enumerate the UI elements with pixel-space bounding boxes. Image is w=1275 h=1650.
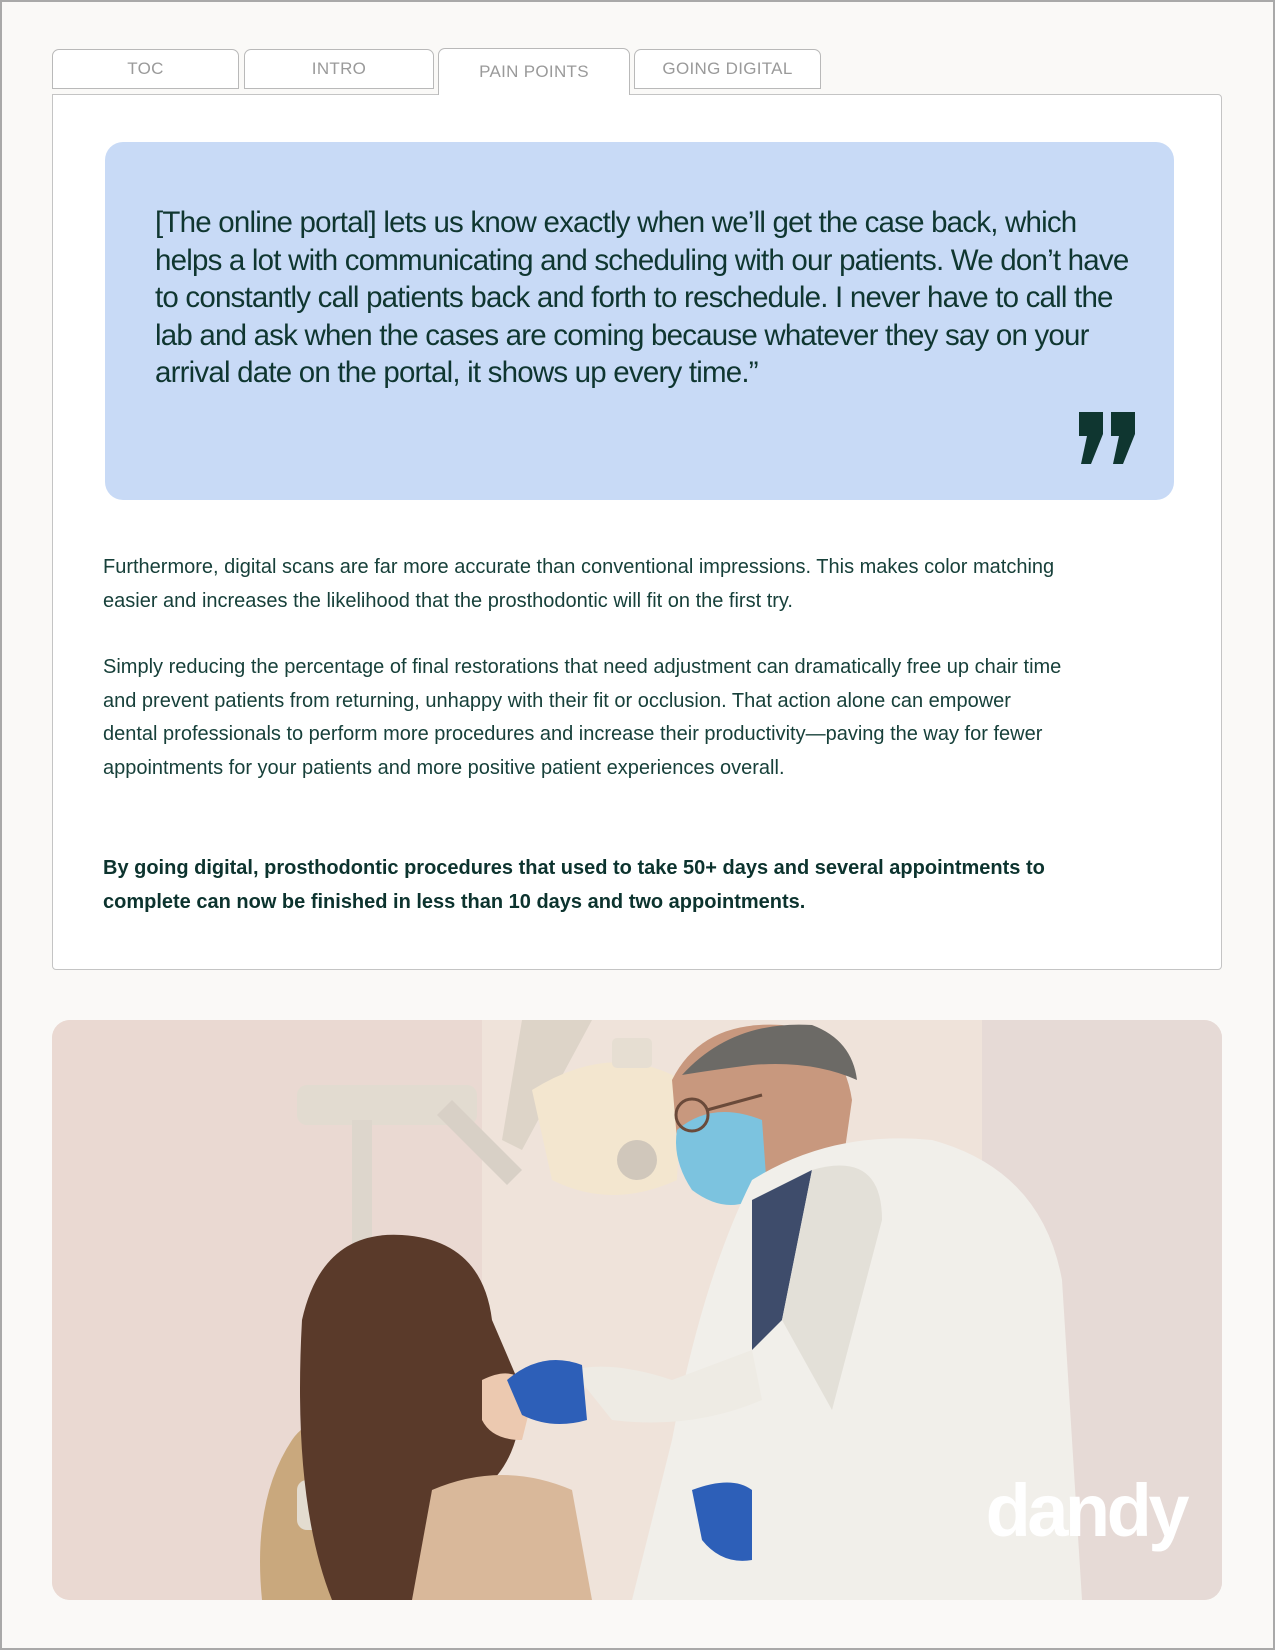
testimonial-quote-box	[105, 142, 1174, 500]
closing-quote-icon	[1075, 412, 1139, 468]
tab-intro[interactable]: INTRO	[244, 49, 434, 89]
content-panel	[52, 94, 1222, 970]
paragraph-chair-time: Simply reducing the percentage of final restorations that need adjustment can dramatically free up chair time and prevent patients from returning, unhappy with their fit or occlusion. That action alone can empower dental professionals to perform more procedures and increase their productivity—paving the way for fewer appointments for your patients and more positive patient experiences overall.	[103, 656, 1062, 779]
paragraph-accuracy: Furthermore, digital scans are far more accurate than conventional impressions. This makes color matching easier and increases the likelihood that the prosthodontic will fit on the first try.	[103, 556, 1055, 612]
testimonial-quote-text: [The online portal] lets us know exactly when we’ll get the case back, which helps a lot with communicating and scheduling with our patients. We don’t have to constantly call patients back and forth to reschedule. I never have to call the lab and ask when the cases are coming because whatever they say on your arrival date on the portal, it shows up every time.”	[155, 206, 1129, 389]
tab-toc[interactable]: TOC	[52, 49, 239, 89]
dandy-logo: dandy	[985, 1469, 1186, 1552]
dentist-patient-photo	[52, 1020, 1222, 1600]
tab-going-digital[interactable]: GOING DIGITAL	[634, 49, 821, 89]
paragraph-highlight: By going digital, prosthodontic procedures that used to take 50+ days and several appointments to complete can now be finished in less than 10 days and two appointments.	[103, 857, 1045, 913]
tab-pain-points[interactable]: PAIN POINTS	[438, 48, 630, 95]
